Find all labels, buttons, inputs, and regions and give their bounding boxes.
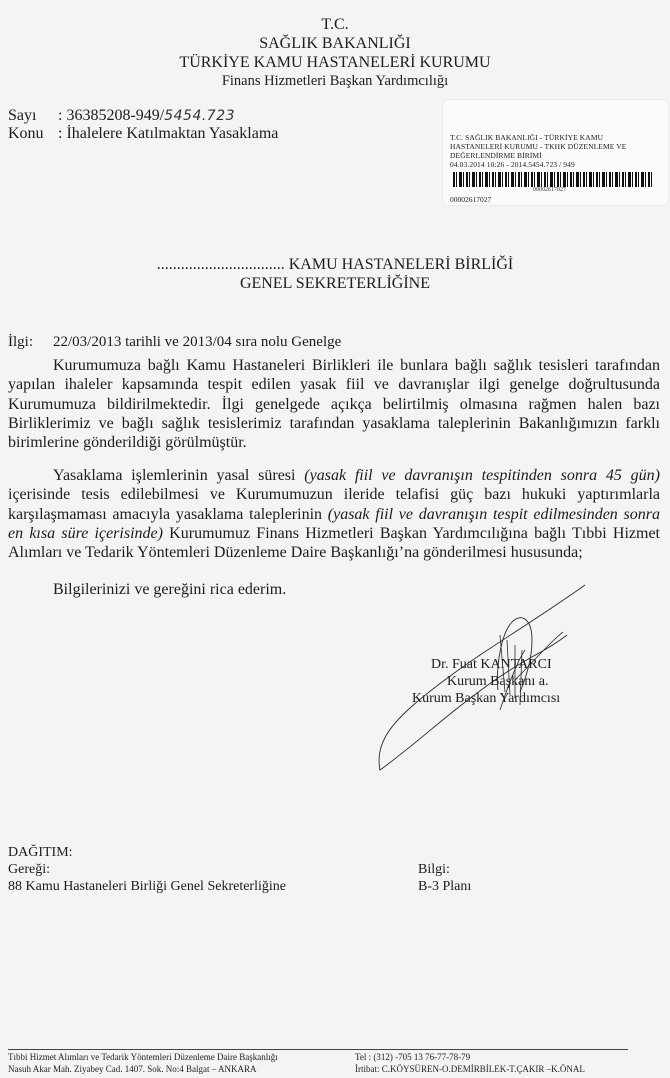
reference-row (8, 333, 341, 352)
body-paragraph-2 (8, 466, 660, 562)
closing-line: Bilgilerinizi ve gereğini rica ederim. (53, 581, 287, 598)
paragraph-2-text-a: Yasaklama işlemlerinin yasal süresi (53, 467, 305, 484)
distribution-heading: DAĞITIM: (8, 845, 73, 860)
signatory-title-2: Kurum Başkan Yardımcısı (412, 691, 561, 706)
sticker-line-1: T.C. SAĞLIK BAKANLIĞI - TÜRKİYE KAMU (450, 133, 604, 142)
paragraph-2-text-b: içerisinde tesis edilebilmesi ve Kurumumuzun ileride telafisi güç bazı hukuki yaptırımlarla karşılaşmaması amacıyla yasaklama taleplerinin (8, 486, 660, 523)
header-department: Finans Hizmetleri Başkan Yardımcılığı (221, 73, 449, 89)
distribution-info-recipient: B-3 Planı (418, 879, 472, 894)
signatory-name: Dr. Fuat KANTARCI (431, 657, 552, 672)
addressee-line-2: GENEL SEKRETERLİĞİNE (239, 275, 431, 292)
footer-divider (8, 1049, 628, 1050)
sticker-text (450, 133, 670, 169)
distribution-action-label: Gereği: (8, 862, 50, 877)
reference-number-value: : 36385208-949/ (58, 107, 165, 124)
sticker-line-3: DEĞERLENDİRME BİRİMİ (450, 151, 542, 160)
footer-phone: Tel : (312) -705 13 76-77-78-79 (355, 1052, 471, 1062)
reference-value: 22/03/2013 tarihli ve 2013/04 sıra nolu Genelge (53, 334, 342, 350)
subject-label: Konu (8, 125, 44, 142)
body-paragraph-1: Kurumumuza bağlı Kamu Hastaneleri Birlikleri ile bunlara bağlı sağlık tesisleri tarafından yapılan ihaleler kapsamında tespit edilen yasak fiil ve davranışlar ilgi genelge doğrultusunda Kurumumuza bildirilmektedir. İlgi genelgede açıkça belirtilmiş olmasına rağmen halen bazı Birliklerimiz ve bağlı sağlık tesislerimiz tarafından yasaklama taleplerinin Bakanlığımızın farklı birimlerine gönderildiği görülmüştür. (8, 357, 660, 452)
distribution-info-label: Bilgi: (418, 862, 450, 877)
barcode-icon (453, 172, 653, 187)
registration-sticker (443, 100, 668, 205)
barcode-number-small: 00002617027 (533, 187, 566, 193)
paragraph-2-italic-a: (yasak fiil ve davranışın tespitinden sonra 45 gün) (304, 467, 660, 484)
header-ministry: SAĞLIK BAKANLIĞI (259, 35, 411, 52)
addressee-line-1: ................................ KAMU HASTANELERİ BİRLİĞİ (156, 256, 514, 273)
subject-row (8, 124, 278, 143)
footer-department: Tıbbi Hizmet Alımları ve Tedarik Yöntemleri Düzenleme Daire Başkanlığı (8, 1052, 278, 1062)
paragraph-2-text-c: Kurumumuz Finans Hizmetleri Başkan Yardımcılığına bağlı Tıbbi Hizmet Alımları ve Tedarik Yöntemleri Düzenleme Daire Başkanlığı’na gönderilmesi hususunda; (8, 524, 660, 562)
barcode-number: 00002617027 (450, 195, 492, 204)
reference-label: İlgi: (8, 334, 33, 350)
subject-value: : İhalelere Katılmaktan Yasaklama (58, 125, 279, 142)
header-institution: TÜRKİYE KAMU HASTANELERİ KURUMU (179, 54, 491, 71)
reference-number-row (8, 106, 235, 126)
paragraph-2-italic-b: (yasak fiil ve davranışın tespit edilmesinden sonra en kısa süre içerisinde) (8, 505, 660, 542)
footer-address: Nasuh Akar Mah. Ziyabey Cad. 1407. Sok. No:4 Balgat – ANKARA (8, 1064, 257, 1074)
distribution-action-recipient: 88 Kamu Hastaneleri Birliği Genel Sekreterliğine (8, 879, 286, 894)
reference-number-label: Sayı (8, 107, 37, 124)
sticker-line-4: 04.03.2014 10:26 - 2014.5454.723 / 949 (450, 160, 575, 169)
sticker-line-2: HASTANELERİ KURUMU - TKHK DÜZENLEME VE (450, 142, 627, 151)
footer-contacts: İrtibat: C.KÖYSÜREN-O.DEMİRBİLEK-T.ÇAKIR –K.ÖNAL (355, 1064, 585, 1074)
signatory-title-1: Kurum Başkanı a. (447, 674, 549, 689)
header-tc: T.C. (321, 16, 349, 33)
reference-number-handwritten: 5454.723 (164, 108, 236, 124)
